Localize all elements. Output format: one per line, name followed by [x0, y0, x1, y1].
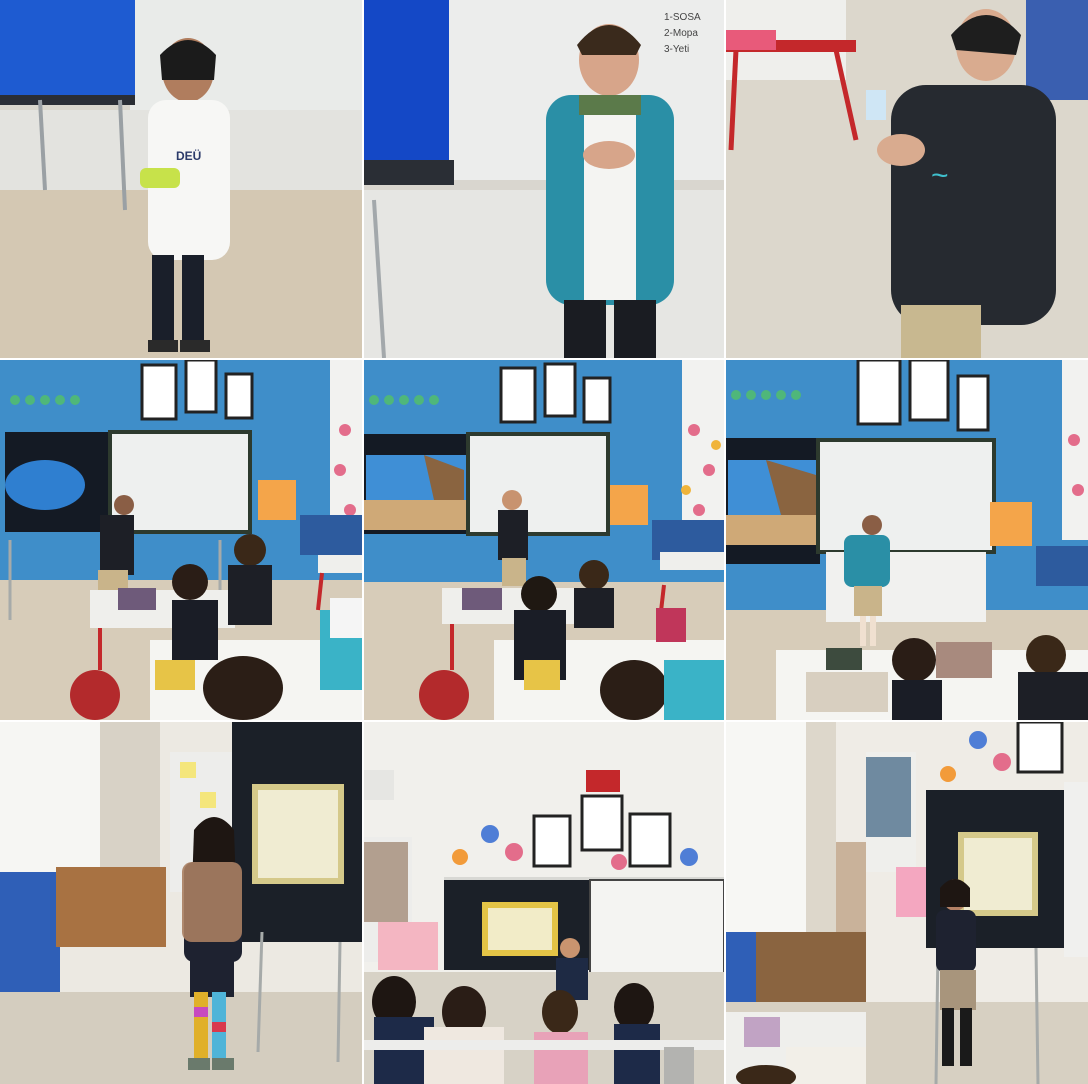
photo-classroom-girl-at-screen	[0, 360, 362, 720]
svg-text:~: ~	[931, 159, 949, 192]
photo-boy-teal-jacket	[364, 0, 724, 358]
photo-boy-black-hoodie	[726, 0, 1088, 358]
photo-tile-6	[726, 360, 1088, 720]
photo-classroom-boy-at-board	[364, 360, 724, 720]
photo-tile-8	[364, 722, 724, 1084]
photo-tile-5	[364, 360, 724, 720]
photo-classroom-girl-teal-jacket	[726, 360, 1088, 720]
photo-girl-vest-presenting	[0, 722, 362, 1084]
board-text-3: 3-Yeti	[664, 44, 690, 55]
photo-girl-presenting-window	[726, 722, 1088, 1084]
photo-tile-2	[364, 0, 724, 358]
photo-tile-7	[0, 722, 362, 1084]
board-text-2: 2-Mopa	[664, 28, 698, 39]
photo-tile-4	[0, 360, 362, 720]
photo-tile-3	[726, 0, 1088, 358]
photo-tile-9	[726, 722, 1088, 1084]
board-text-1: 1-SOSA	[664, 12, 701, 23]
photo-tile-1	[0, 0, 362, 358]
shirt-text: DEÜ	[176, 149, 202, 163]
photo-boy-at-board-wide-class	[364, 722, 724, 1084]
photo-girl-by-whiteboard	[0, 0, 362, 358]
